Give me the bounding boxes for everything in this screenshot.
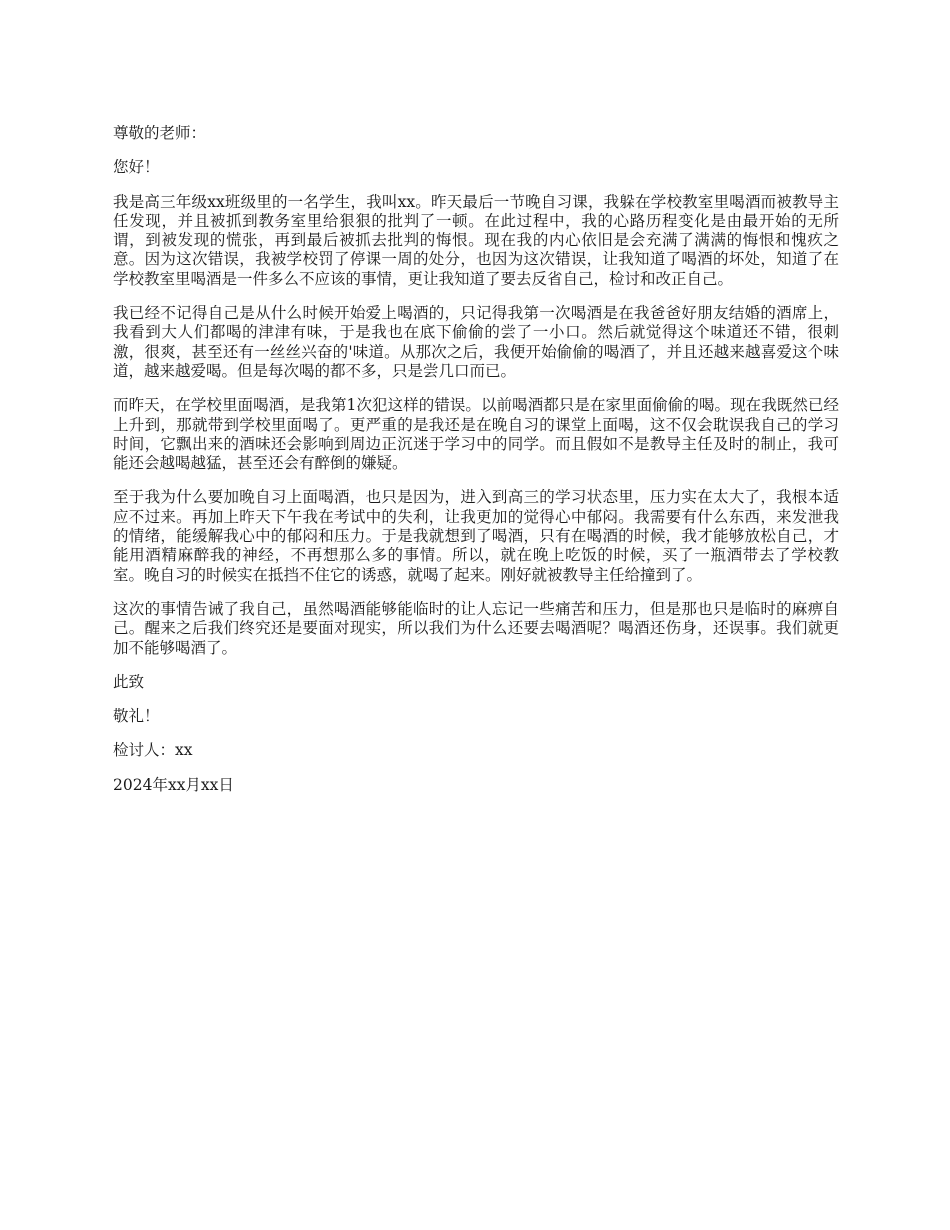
signature: 检讨人：xx [113,741,193,760]
regards: 敬礼！ [113,707,160,726]
paragraph-1: 我是高三年级xx班级里的一名学生，我叫xx。昨天最后一节晚自习课，我躲在学校教室里喝酒而被教导主任发现，并且被抓到教务室里给狠狠的批判了一顿。在此过程中，我的心路历程变化是由最开始的无所谓，到被发现的慌张，再到最后被抓去批判的悔恨。现在我的内心依旧是会充满了满满的悔恨和愧疚之意。因为这次错误，我被学校罚了停课一周的处分，也因为这次错误，让我知道了喝酒的坏处，知道了在学校教室里喝酒是一件多么不应该的事情，更让我知道了要去反省自己，检讨和改正自己。 [113,192,839,288]
letter-body [113,124,839,810]
salutation: 尊敬的老师： [113,124,207,142]
closing: 此致 [113,672,145,691]
greeting: 您好！ [113,158,160,177]
paragraph-3: 而昨天，在学校里面喝酒，是我第1次犯这样的错误。以前喝酒都只是在家里面偷偷的喝。现在我既然已经上升到，那就带到学校里面喝了。更严重的是我还是在晚自习的课堂上面喝，这不仅会耽误我自己的学习时间，它飘出来的酒味还会影响到周边正沉迷于学习中的同学。而且假如不是教导主任及时的制止，我可能还会越喝越猛，甚至还会有醉倒的嫌疑。 [113,396,839,473]
paragraph-2: 我已经不记得自己是从什么时候开始爱上喝酒的，只记得我第一次喝酒是在我爸爸好朋友结婚的酒席上，我看到大人们都喝的津津有味，于是我也在底下偷偷的尝了一小口。然后就觉得这个味道还不错，很刺激，很爽，甚至还有一丝丝兴奋的'味道。从那次之后，我便开始偷偷的喝酒了，并且还越来越喜爱这个味道，越来越爱喝。但是每次喝的都不多，只是尝几口而已。 [113,304,839,380]
paragraph-5: 这次的事情告诫了我自己，虽然喝酒能够能临时的让人忘记一些痛苦和压力，但是那也只是临时的麻痹自己。醒来之后我们终究还是要面对现实，所以我们为什么还要去喝酒呢？喝酒还伤身，还误事。我们就更加不能够喝酒了。 [113,599,839,657]
date: 2024年xx月xx日 [113,775,234,794]
paragraph-4: 至于我为什么要加晚自习上面喝酒，也只是因为，进入到高三的学习状态里，压力实在太大了，我根本适应不过来。再加上昨天下午我在考试中的失利，让我更加的觉得心中郁闷。我需要有什么东西，来发泄我的情绪，能缓解我心中的郁闷和压力。于是我就想到了喝酒，只有在喝酒的时候，我才能够放松自己，才能用酒精麻醉我的神经，不再想那么多的事情。所以，就在晚上吃饭的时候，买了一瓶酒带去了学校教室。晚自习的时候实在抵挡不住它的诱惑，就喝了起来。刚好就被教导主任给撞到了。 [113,488,839,584]
